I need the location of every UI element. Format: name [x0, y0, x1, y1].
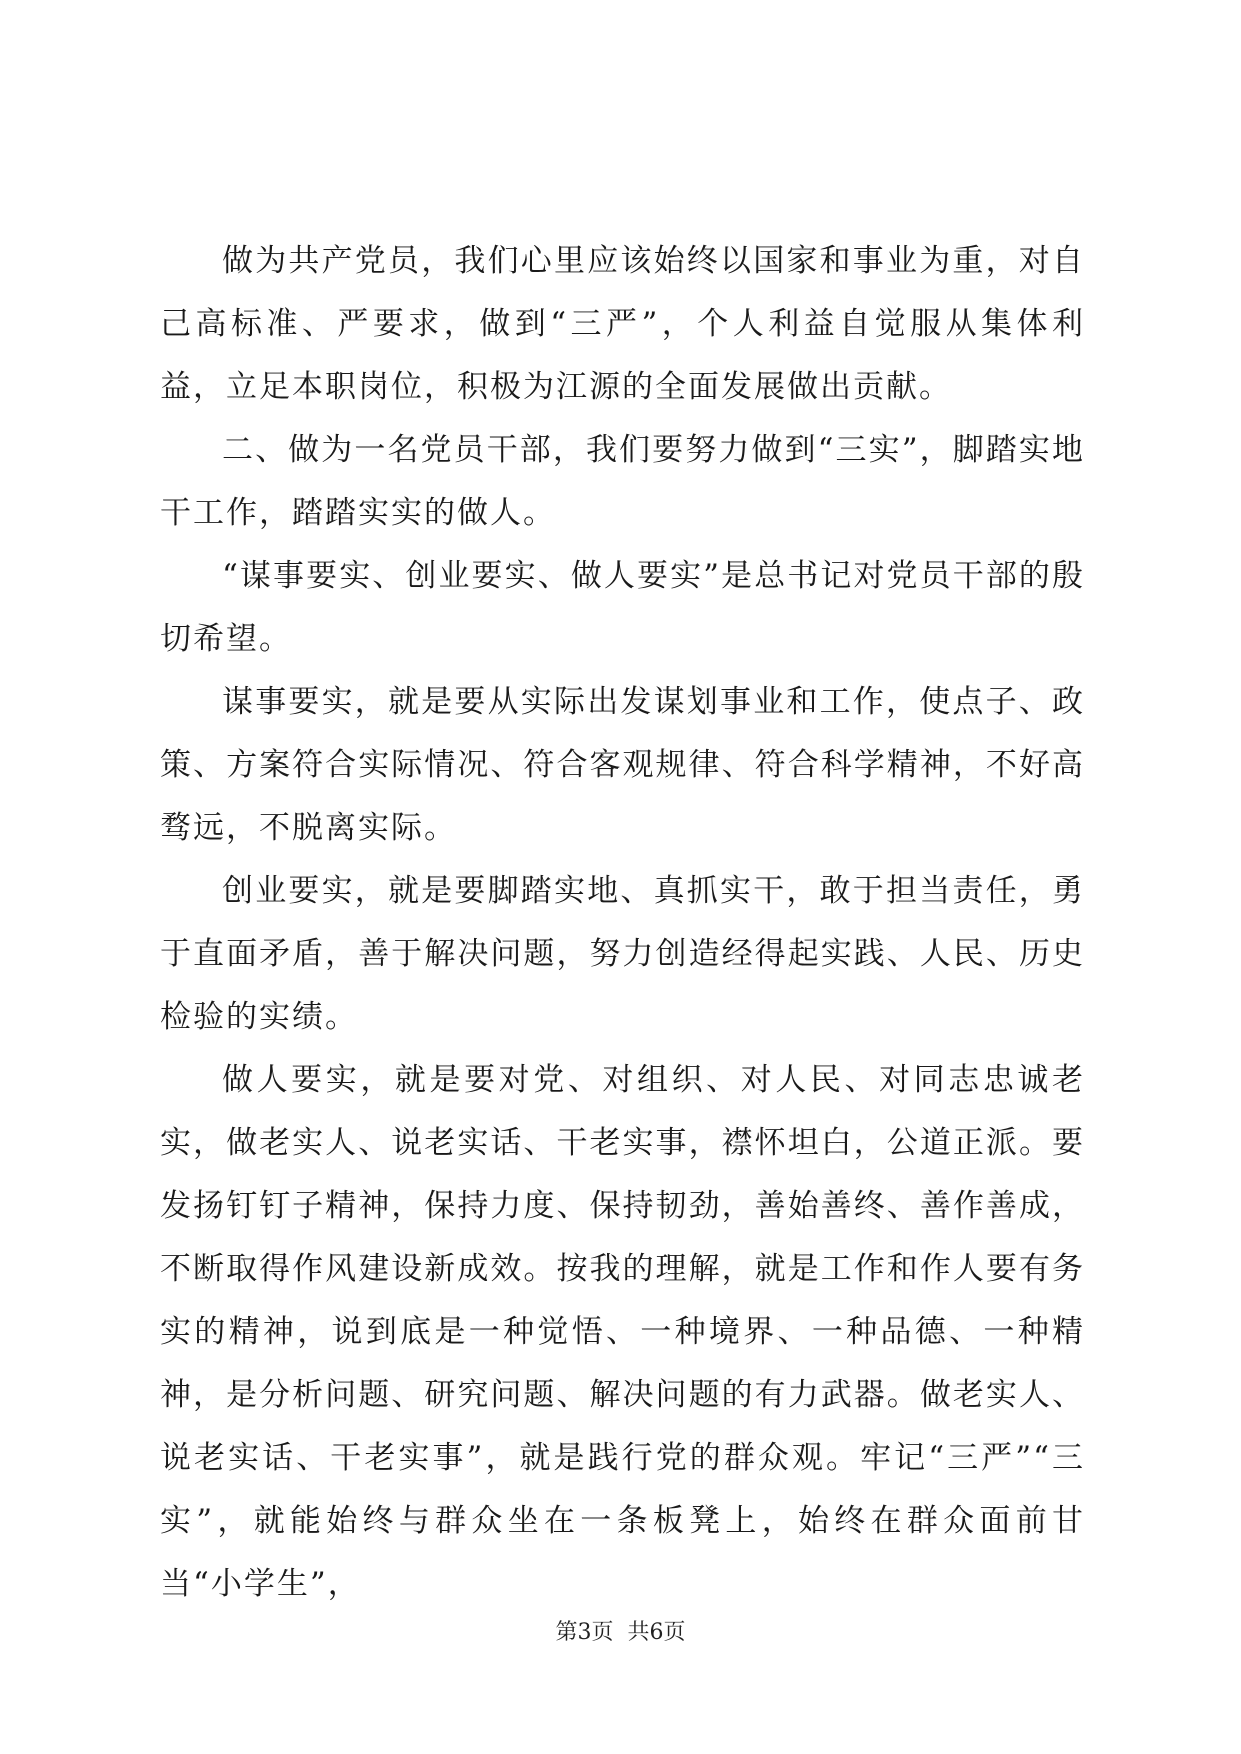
page-number-label: 第3页 共6页: [555, 1620, 686, 1645]
paragraph-1: 做为共产党员，我们心里应该始终以国家和事业为重，对自己高标准、严要求，做到“三严”，个人利益自觉服从集体利益，立足本职岗位，积极为江源的全面发展做出贡献。: [160, 243, 1085, 405]
paragraph-3: “谋事要实、创业要实、做人要实”是总书记对党员干部的殷切希望。: [160, 558, 1085, 657]
paragraph-6: 做人要实，就是要对党、对组织、对人民、对同志忠诚老实，做老实人、说老实话、干老实事，襟怀坦白，公道正派。要发扬钉钉子精神，保持力度、保持韧劲，善始善终、善作善成，不断取得作风建设新成效。按我的理解，就是工作和作人要有务实的精神，说到底是一种觉悟、一种境界、一种品德、一种精神，是分析问题、研究问题、解决问题的有力武器。做老实人、说老实话、干老实事”，就是践行党的群众观。牢记“三严”“三实”，就能始终与群众坐在一条板凳上，始终在群众面前甘当“小学生”，: [160, 1062, 1085, 1602]
document-body: [160, 230, 1085, 1616]
page-footer: [0, 1618, 1241, 1648]
paragraph-2: 二、做为一名党员干部，我们要努力做到“三实”，脚踏实地干工作，踏踏实实的做人。: [160, 432, 1085, 531]
paragraph-5: 创业要实，就是要脚踏实地、真抓实干，敢于担当责任，勇于直面矛盾，善于解决问题，努力创造经得起实践、人民、历史检验的实绩。: [160, 873, 1085, 1035]
paragraph-4: 谋事要实，就是要从实际出发谋划事业和工作，使点子、政策、方案符合实际情况、符合客观规律、符合科学精神，不好高骛远，不脱离实际。: [160, 684, 1085, 846]
